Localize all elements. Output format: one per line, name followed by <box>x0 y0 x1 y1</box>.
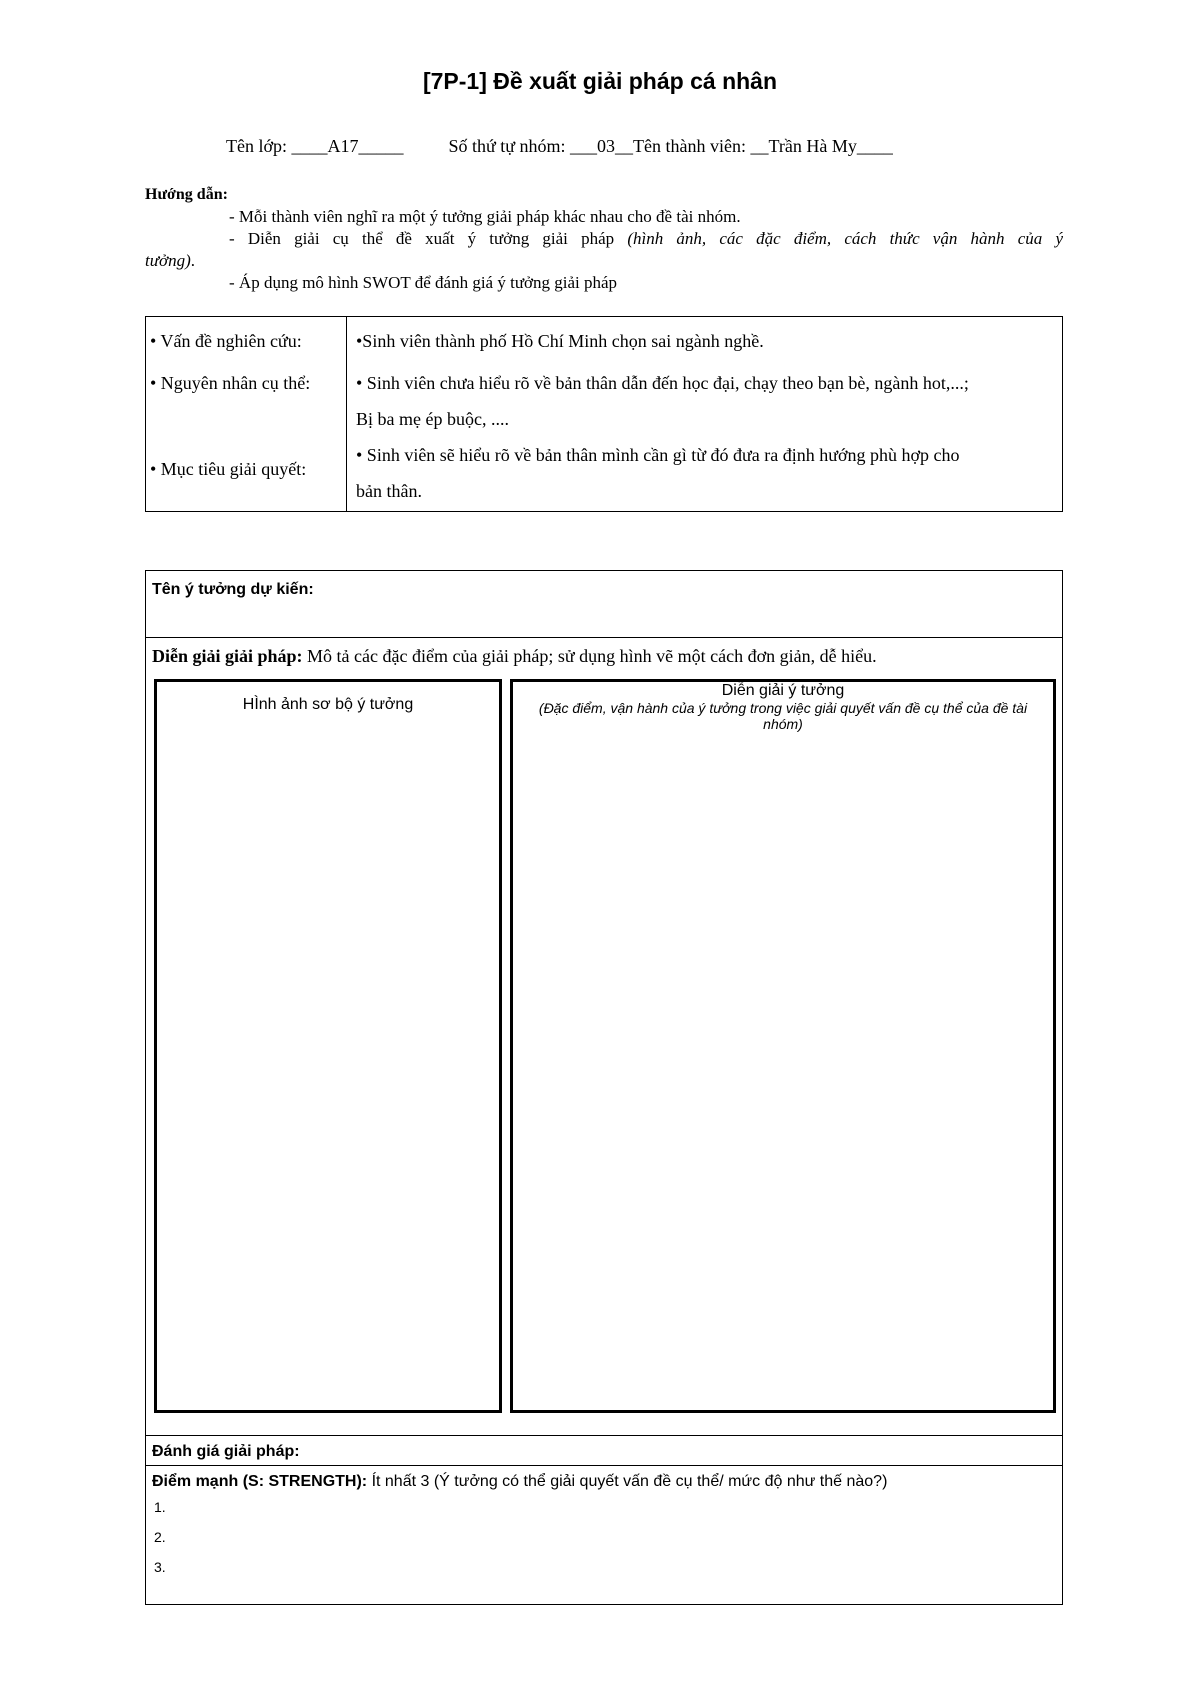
divider-line <box>146 1435 1062 1436</box>
strength-item-2[interactable]: 2. <box>154 1529 166 1545</box>
problem-table <box>145 316 1063 512</box>
description-title: Diễn giải ý tưởng <box>721 682 845 699</box>
guide-item-1: - Mỗi thành viên nghĩ ra một ý tưởng giải pháp khác nhau cho đề tài nhóm. <box>229 207 741 226</box>
guide-item-3: - Áp dụng mô hình SWOT để đánh giá ý tưởng giải pháp <box>229 273 618 292</box>
explain-text: Mô tả các đặc điểm của giải pháp; sử dụng hình vẽ một cách đơn giản, dễ hiểu. <box>302 646 877 666</box>
value-cause-line-2: Bị ba mẹ ép buộc, .... <box>356 409 509 429</box>
divider-line <box>146 637 1062 638</box>
value-problem: •Sinh viên thành phố Hồ Chí Minh chọn sai ngành nghề. <box>356 331 764 351</box>
guide-item-2-italic: (hình ảnh, các đặc điểm, cách thức vận hành của ý <box>627 229 1063 248</box>
divider-line <box>146 1465 1062 1466</box>
label-problem: • Vấn đề nghiên cứu: <box>150 331 302 351</box>
value-goal-line-1: • Sinh viên sẽ hiểu rõ về bản thân mình cần gì từ đó đưa ra định hướng phù hợp cho <box>356 445 960 465</box>
sketch-box[interactable] <box>154 679 502 1413</box>
idea-name-label: Tên ý tưởng dự kiến: <box>152 581 314 598</box>
guide-block <box>145 184 1063 294</box>
guide-item-2-text: - Diễn giải cụ thể đề xuất ý tưởng giải pháp <box>229 229 615 248</box>
info-line: Tên lớp: ____A17_____ Số thứ tự nhóm: ___03__Tên thành viên: __Trần Hà My____ <box>226 136 893 156</box>
guide-item-2 <box>145 228 1063 250</box>
description-box[interactable] <box>510 679 1056 1413</box>
guide-item-2-cont-end: . <box>190 251 195 270</box>
evaluation-label: Đánh giá giải pháp: <box>152 1443 300 1460</box>
strength-text: Ít nhất 3 (Ý tưởng có thể giải quyết vấn đề cụ thể/ mức độ như thế nào?) <box>367 1473 888 1490</box>
sketch-title: HÌnh ảnh sơ bộ ý tưởng <box>242 696 414 713</box>
page-title: [7P-1] Đề xuất giải pháp cá nhân <box>422 68 778 94</box>
explain-label: Diễn giải giải pháp: <box>152 646 303 666</box>
value-goal-line-2: bản thân. <box>356 481 422 501</box>
strength-row <box>152 1473 887 1491</box>
explain-row <box>152 646 877 667</box>
strength-item-3[interactable]: 3. <box>154 1559 166 1575</box>
strength-label: Điểm mạnh (S: STRENGTH): <box>152 1473 368 1490</box>
table-divider <box>346 317 347 511</box>
solution-form <box>145 570 1063 1605</box>
guide-heading: Hướng dẫn: <box>145 186 228 203</box>
label-goal: • Mục tiêu giải quyết: <box>150 459 307 479</box>
value-cause-line-1: • Sinh viên chưa hiểu rõ về bản thân dẫn đến học đại, chạy theo bạn bè, ngành hot,...; <box>356 373 969 393</box>
guide-item-2-cont-italic: tưởng) <box>145 251 191 270</box>
label-cause: • Nguyên nhân cụ thể: <box>150 373 311 393</box>
strength-item-1[interactable]: 1. <box>154 1499 166 1515</box>
description-subtitle: (Đặc điểm, vận hành của ý tưởng trong việc giải quyết vấn đề cụ thể của đề tài nhóm) <box>538 700 1028 732</box>
guide-item-2-continued <box>145 250 1063 272</box>
